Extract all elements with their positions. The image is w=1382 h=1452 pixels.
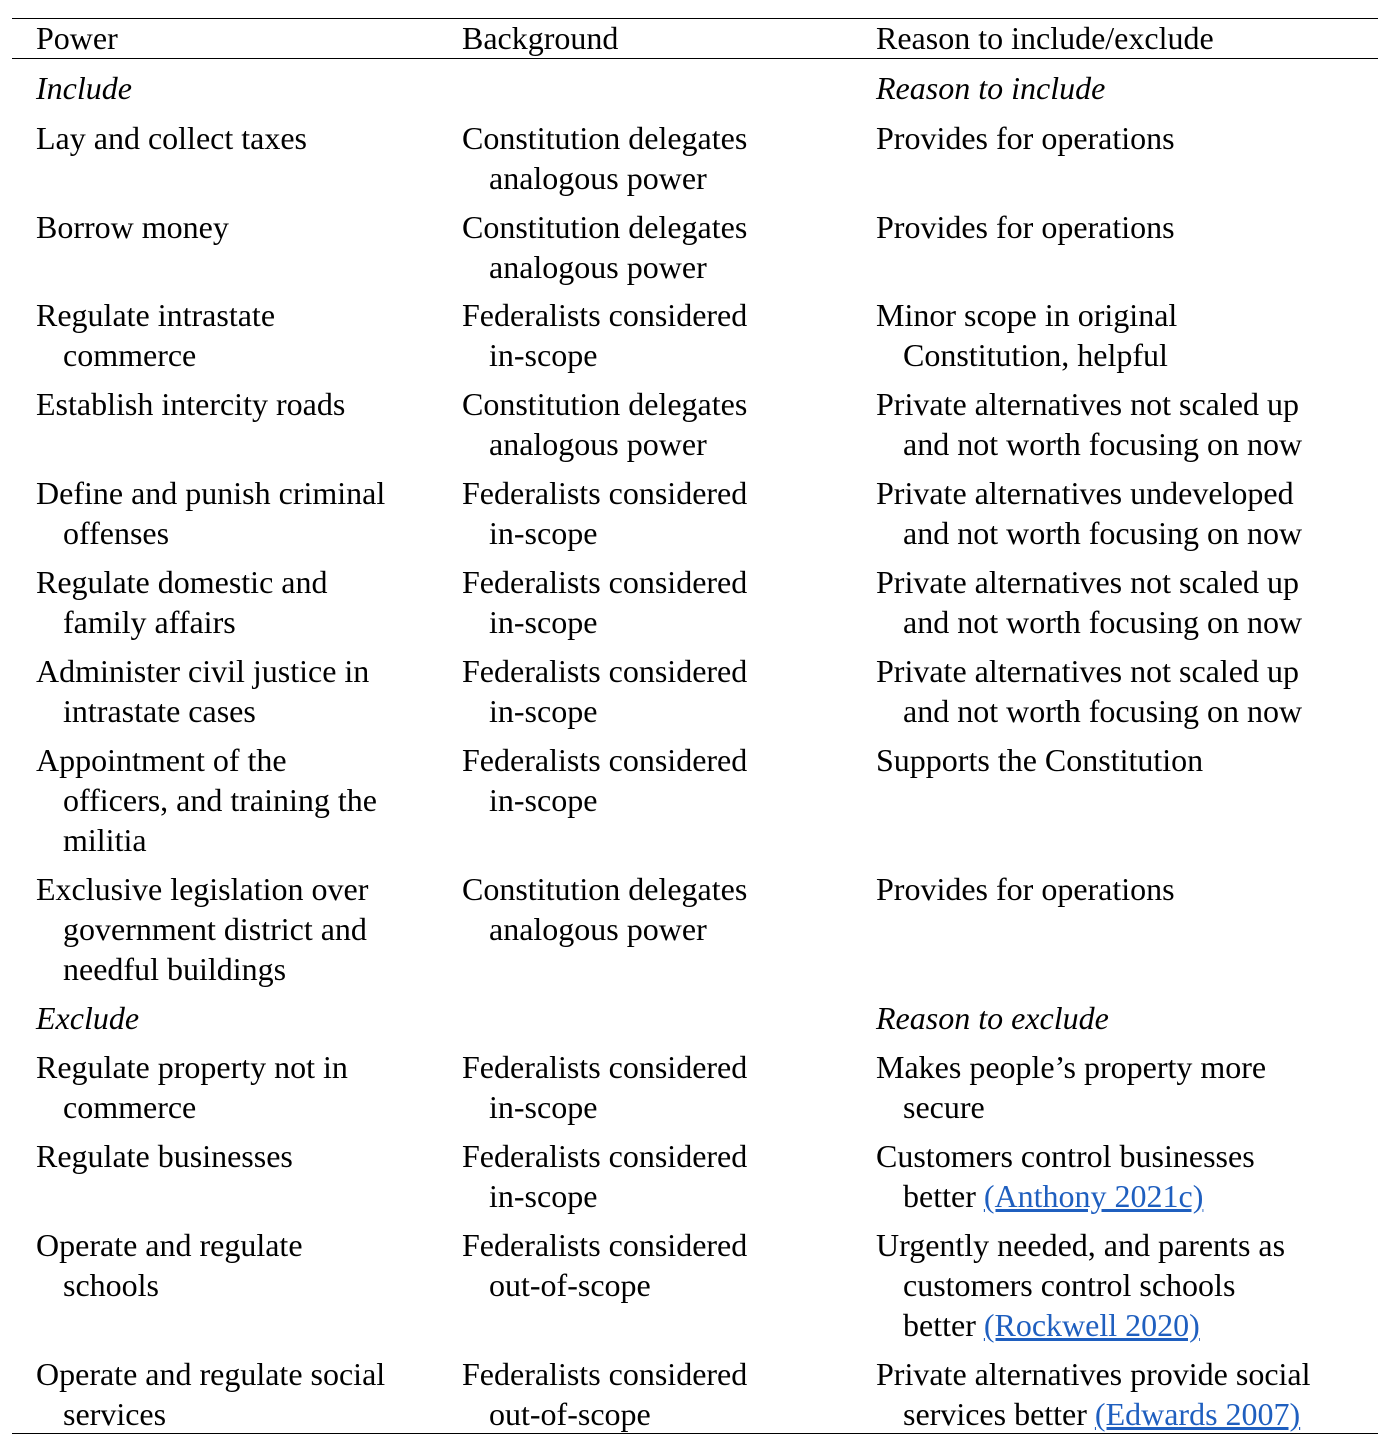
background-cell-line	[462, 295, 862, 335]
reason-cell-text: Private alternatives not scaled up	[876, 653, 1299, 689]
background-cell-line	[462, 562, 862, 602]
citation-link[interactable]: (Rockwell 2020)	[983, 1307, 1200, 1343]
power-cell	[36, 869, 446, 989]
power-cell-text: government district and	[63, 911, 367, 947]
power-cell-text: Appointment of the	[36, 742, 287, 778]
power-cell-line	[36, 1265, 446, 1305]
power-cell-line	[36, 780, 446, 820]
background-cell-line	[462, 247, 862, 287]
background-cell-line	[462, 207, 862, 247]
reason-cell-line	[876, 651, 1366, 691]
reason-cell-text: services better	[903, 1396, 1095, 1432]
power-cell-text: Regulate businesses	[36, 1138, 293, 1174]
background-cell	[462, 1136, 862, 1216]
background-cell-text: Constitution delegates	[462, 871, 748, 907]
background-cell	[462, 1225, 862, 1305]
reason-cell-line	[876, 118, 1366, 158]
background-cell-line	[462, 1225, 862, 1265]
power-cell	[36, 118, 446, 158]
background-cell-text: analogous power	[489, 911, 707, 947]
power-cell-text: Regulate domestic and	[36, 564, 328, 600]
reason-cell-text: Minor scope in original	[876, 297, 1178, 333]
background-cell	[462, 207, 862, 287]
background-cell-text: Constitution delegates	[462, 386, 748, 422]
background-cell-text: Federalists considered	[462, 297, 748, 333]
background-cell-text: in-scope	[489, 337, 598, 373]
background-cell-text: Constitution delegates	[462, 120, 748, 156]
power-cell-text: Borrow money	[36, 209, 229, 245]
background-cell-line	[462, 869, 862, 909]
power-cell-line	[36, 602, 446, 642]
power-cell-line	[36, 691, 446, 731]
reason-cell-line	[876, 869, 1366, 909]
power-cell-text: Operate and regulate	[36, 1227, 303, 1263]
reason-cell-line	[876, 207, 1366, 247]
power-cell-line	[36, 513, 446, 553]
power-cell-line	[36, 740, 446, 780]
reason-cell-text: and not worth focusing on now	[903, 693, 1303, 729]
reason-cell	[876, 1225, 1366, 1345]
reason-cell-line	[876, 1087, 1366, 1127]
background-cell-text: in-scope	[489, 1089, 598, 1125]
reason-cell-text: and not worth focusing on now	[903, 604, 1303, 640]
background-cell-line	[462, 1136, 862, 1176]
background-cell-line	[462, 1047, 862, 1087]
citation-link[interactable]: (Edwards 2007)	[1094, 1396, 1301, 1432]
power-cell-line	[36, 1087, 446, 1127]
background-cell-text: in-scope	[489, 693, 598, 729]
reason-cell-text: Customers control businesses	[876, 1138, 1255, 1174]
reason-cell-line	[876, 1354, 1366, 1394]
power-cell-text: intrastate cases	[63, 693, 256, 729]
background-cell-line	[462, 651, 862, 691]
power-cell-text: schools	[63, 1267, 159, 1303]
power-cell-text: offenses	[63, 515, 170, 551]
power-cell-line	[36, 869, 446, 909]
reason-cell-line	[876, 740, 1366, 780]
background-cell-line	[462, 118, 862, 158]
power-cell-text: services	[63, 1396, 167, 1432]
background-cell-text: out-of-scope	[489, 1396, 651, 1432]
reason-cell-text: Provides for operations	[876, 871, 1175, 907]
reason-cell-text: secure	[903, 1089, 985, 1125]
power-cell-line	[36, 1136, 446, 1176]
reason-cell-line	[876, 473, 1366, 513]
background-cell-text: Federalists considered	[462, 475, 748, 511]
power-cell	[36, 1047, 446, 1127]
reason-cell-line	[876, 424, 1366, 464]
power-cell-line	[36, 207, 446, 247]
background-cell-text: Federalists considered	[462, 1138, 748, 1174]
power-cell	[36, 1225, 446, 1305]
reason-cell	[876, 651, 1366, 731]
power-cell-text: Exclusive legislation over	[36, 871, 369, 907]
reason-cell-text: and not worth focusing on now	[903, 515, 1303, 551]
background-cell	[462, 651, 862, 731]
power-cell-text: Regulate intrastate	[36, 297, 276, 333]
background-cell-text: Federalists considered	[462, 1049, 748, 1085]
power-cell-text: Lay and collect taxes	[36, 120, 307, 156]
background-cell-text: in-scope	[489, 515, 598, 551]
reason-cell-line	[876, 691, 1366, 731]
background-cell-text: analogous power	[489, 249, 707, 285]
reason-cell-line	[876, 513, 1366, 553]
power-cell-line	[36, 562, 446, 602]
reason-cell-line	[876, 1176, 1366, 1216]
reason-cell-text: Provides for operations	[876, 209, 1175, 245]
background-cell-text: Federalists considered	[462, 1227, 748, 1263]
header-background: Background	[462, 20, 619, 56]
reason-cell-line	[876, 1265, 1366, 1305]
power-cell	[36, 473, 446, 553]
background-cell	[462, 869, 862, 949]
background-cell	[462, 473, 862, 553]
power-cell	[36, 295, 446, 375]
power-cell-line	[36, 820, 446, 860]
reason-cell-line	[876, 1136, 1366, 1176]
reason-cell	[876, 295, 1366, 375]
background-cell-text: Federalists considered	[462, 742, 748, 778]
reason-cell-text: Supports the Constitution	[876, 742, 1204, 778]
reason-cell-line	[876, 1047, 1366, 1087]
power-cell-text: officers, and training the	[63, 782, 377, 818]
reason-cell-line	[876, 1305, 1366, 1345]
power-cell-line	[36, 118, 446, 158]
background-cell-text: analogous power	[489, 160, 707, 196]
power-cell-line	[36, 1047, 446, 1087]
background-cell-line	[462, 513, 862, 553]
background-cell-text: analogous power	[489, 426, 707, 462]
background-cell-line	[462, 1354, 862, 1394]
power-cell-line	[36, 909, 446, 949]
power-cell-line	[36, 651, 446, 691]
background-cell	[462, 118, 862, 198]
power-cell-line	[36, 1225, 446, 1265]
reason-cell-text: Constitution, helpful	[903, 337, 1168, 373]
power-cell-line	[36, 335, 446, 375]
background-cell-text: in-scope	[489, 782, 598, 818]
reason-cell-text: Private alternatives not scaled up	[876, 386, 1299, 422]
reason-cell-line	[876, 1225, 1366, 1265]
power-cell-text: Regulate property not in	[36, 1049, 348, 1085]
power-cell-line	[36, 295, 446, 335]
power-cell-text: Administer civil justice in	[36, 653, 370, 689]
background-cell-line	[462, 424, 862, 464]
power-cell-text: family affairs	[63, 604, 236, 640]
reason-cell	[876, 1136, 1366, 1216]
reason-cell-text: Private alternatives provide social	[876, 1356, 1311, 1392]
reason-cell-text: Private alternatives not scaled up	[876, 564, 1299, 600]
power-cell-line	[36, 384, 446, 424]
reason-cell-text: Private alternatives undeveloped	[876, 475, 1294, 511]
reason-cell	[876, 473, 1366, 553]
background-cell-line	[462, 780, 862, 820]
background-cell-text: Federalists considered	[462, 564, 748, 600]
reason-cell-line	[876, 295, 1366, 335]
background-cell	[462, 384, 862, 464]
header-power: Power	[36, 20, 118, 56]
background-cell-line	[462, 602, 862, 642]
background-cell-text: Federalists considered	[462, 653, 748, 689]
reason-cell-text: customers control schools	[903, 1267, 1236, 1303]
reason-cell-text: better	[903, 1178, 984, 1214]
background-cell-line	[462, 158, 862, 198]
background-cell-line	[462, 335, 862, 375]
power-cell-text: militia	[63, 822, 147, 858]
background-cell-text: Constitution delegates	[462, 209, 748, 245]
power-cell	[36, 562, 446, 642]
table-bottom-rule	[12, 1433, 1378, 1434]
citation-link[interactable]: (Anthony 2021c)	[983, 1178, 1204, 1214]
power-cell-text: commerce	[63, 1089, 197, 1125]
background-cell	[462, 1354, 862, 1434]
background-cell-line	[462, 1176, 862, 1216]
power-cell	[36, 740, 446, 860]
reason-cell-line	[876, 1394, 1366, 1434]
reason-cell	[876, 740, 1366, 780]
reason-cell	[876, 1354, 1366, 1434]
background-cell-line	[462, 691, 862, 731]
background-cell-line	[462, 909, 862, 949]
reason-cell	[876, 1047, 1366, 1127]
power-cell	[36, 1136, 446, 1176]
reason-cell-text: and not worth focusing on now	[903, 426, 1303, 462]
reason-cell-line	[876, 602, 1366, 642]
reason-cell-text: better	[903, 1307, 984, 1343]
power-cell-text: commerce	[63, 337, 197, 373]
section-exclude-label: Exclude	[36, 1000, 140, 1036]
reason-cell-text: Urgently needed, and parents as	[876, 1227, 1286, 1263]
reason-cell-line	[876, 335, 1366, 375]
power-cell-text: Define and punish criminal	[36, 475, 386, 511]
power-cell-line	[36, 1394, 446, 1434]
power-cell-line	[36, 949, 446, 989]
power-cell-text: needful buildings	[63, 951, 287, 987]
background-cell-line	[462, 740, 862, 780]
table-header-rule	[12, 58, 1378, 59]
background-cell	[462, 1047, 862, 1127]
power-cell	[36, 651, 446, 731]
reason-cell-text: Provides for operations	[876, 120, 1175, 156]
reason-cell	[876, 869, 1366, 909]
reason-cell	[876, 562, 1366, 642]
reason-cell	[876, 384, 1366, 464]
background-cell-line	[462, 473, 862, 513]
header-reason: Reason to include/exclude	[876, 20, 1214, 56]
section-include-reason-label: Reason to include	[876, 70, 1106, 106]
reason-cell	[876, 118, 1366, 158]
power-cell-line	[36, 1354, 446, 1394]
background-cell-line	[462, 1265, 862, 1305]
background-cell	[462, 562, 862, 642]
power-cell-text: Establish intercity roads	[36, 386, 346, 422]
reason-cell	[876, 207, 1366, 247]
reason-cell-line	[876, 562, 1366, 602]
background-cell-line	[462, 384, 862, 424]
reason-cell-line	[876, 384, 1366, 424]
reason-cell-text: Makes people’s property more	[876, 1049, 1267, 1085]
background-cell	[462, 295, 862, 375]
background-cell-text: in-scope	[489, 1178, 598, 1214]
background-cell-text: out-of-scope	[489, 1267, 651, 1303]
background-cell-line	[462, 1394, 862, 1434]
power-cell	[36, 1354, 446, 1434]
power-cell-line	[36, 473, 446, 513]
power-cell-text: Operate and regulate social	[36, 1356, 386, 1392]
background-cell-text: in-scope	[489, 604, 598, 640]
background-cell-text: Federalists considered	[462, 1356, 748, 1392]
background-cell	[462, 740, 862, 820]
power-cell	[36, 207, 446, 247]
section-exclude-reason-label: Reason to exclude	[876, 1000, 1109, 1036]
power-cell	[36, 384, 446, 424]
background-cell-line	[462, 1087, 862, 1127]
section-include-label: Include	[36, 70, 132, 106]
